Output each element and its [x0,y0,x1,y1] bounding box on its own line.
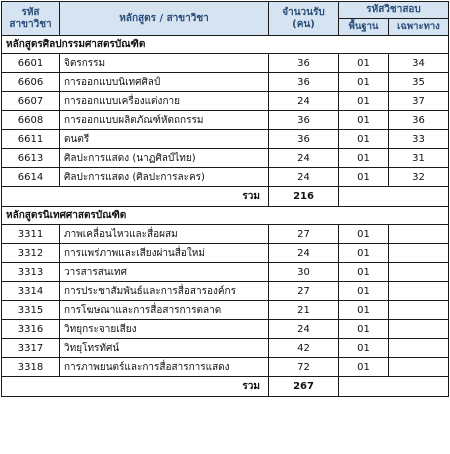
seats-count: 24 [269,168,339,187]
total-spacer [2,187,60,207]
major-code: 3313 [2,263,60,282]
specific-exam-code: 33 [389,130,449,149]
basic-exam-code: 01 [339,301,389,320]
specific-exam-code: 31 [389,149,449,168]
basic-exam-code: 01 [339,339,389,358]
table-row [2,225,449,244]
table-row [2,301,449,320]
table-row [2,73,449,92]
major-name: ศิลปะการแสดง (ศิลปะการละคร) [60,168,269,187]
basic-exam-code: 01 [339,73,389,92]
seats-count: 72 [269,358,339,377]
major-code: 6608 [2,111,60,130]
header-exam-code: รหัสวิชาสอบ [339,2,449,19]
table-row [2,92,449,111]
basic-exam-code: 01 [339,130,389,149]
section-title: หลักสูตรนิเทศศาสตรบัณฑิต [2,207,449,225]
specific-exam-code [389,339,449,358]
major-code: 3317 [2,339,60,358]
total-spacer [2,377,60,397]
basic-exam-code: 01 [339,225,389,244]
seats-count: 36 [269,73,339,92]
major-code: 3318 [2,358,60,377]
total-seats: 216 [269,187,339,207]
basic-exam-code: 01 [339,282,389,301]
header-code [2,2,60,36]
table-row [2,320,449,339]
seats-count: 27 [269,225,339,244]
header-seats-line2: (คน) [292,18,315,30]
specific-exam-code [389,263,449,282]
major-name: วารสารสนเทศ [60,263,269,282]
seats-count: 21 [269,301,339,320]
major-name: การออกแบบนิเทศศิลป์ [60,73,269,92]
major-name: การออกแบบเครื่องแต่งกาย [60,92,269,111]
major-code: 3314 [2,282,60,301]
header-seats [269,2,339,36]
table-row [2,358,449,377]
major-name: ศิลปะการแสดง (นาฏศิลป์ไทย) [60,149,269,168]
header-code-line2: สาขาวิชา [9,18,52,30]
total-row [2,187,449,207]
specific-exam-code [389,358,449,377]
major-name: การภาพยนตร์และการสื่อสารการแสดง [60,358,269,377]
seats-count: 36 [269,130,339,149]
major-name: วิทยุกระจายเสียง [60,320,269,339]
specific-exam-code: 36 [389,111,449,130]
table-body [2,36,449,397]
seats-count: 30 [269,263,339,282]
specific-exam-code: 37 [389,92,449,111]
major-name: ดนตรี [60,130,269,149]
specific-exam-code: 35 [389,73,449,92]
table-row [2,339,449,358]
seats-count: 36 [269,111,339,130]
major-name: จิตรกรรม [60,54,269,73]
total-blank [339,377,449,397]
major-code: 3311 [2,225,60,244]
major-code: 6607 [2,92,60,111]
seats-count: 27 [269,282,339,301]
table-row [2,149,449,168]
major-code: 3312 [2,244,60,263]
major-code: 3316 [2,320,60,339]
major-code: 6601 [2,54,60,73]
table-row [2,130,449,149]
seats-count: 24 [269,149,339,168]
basic-exam-code: 01 [339,263,389,282]
major-code: 3315 [2,301,60,320]
total-blank [339,187,449,207]
section-title: หลักสูตรศิลปกรรมศาสตรบัณฑิต [2,36,449,54]
total-label: รวม [60,187,269,207]
specific-exam-code [389,301,449,320]
basic-exam-code: 01 [339,320,389,339]
specific-exam-code [389,225,449,244]
seats-count: 24 [269,320,339,339]
specific-exam-code [389,320,449,339]
section-header-row [2,207,449,225]
seats-count: 36 [269,54,339,73]
major-code: 6606 [2,73,60,92]
specific-exam-code [389,282,449,301]
total-row [2,377,449,397]
specific-exam-code [389,244,449,263]
table-row [2,54,449,73]
basic-exam-code: 01 [339,168,389,187]
major-name: การแพร่ภาพและเสียงผ่านสื่อใหม่ [60,244,269,263]
basic-exam-code: 01 [339,54,389,73]
major-name: การออกแบบผลิตภัณฑ์หัตถกรรม [60,111,269,130]
header-specific: เฉพาะทาง [389,19,449,36]
header-basic: พื้นฐาน [339,19,389,36]
admission-table [1,1,449,397]
major-code: 6614 [2,168,60,187]
header-program: หลักสูตร / สาขาวิชา [60,2,269,36]
table-row [2,111,449,130]
major-name: วิทยุโทรทัศน์ [60,339,269,358]
basic-exam-code: 01 [339,92,389,111]
basic-exam-code: 01 [339,244,389,263]
total-seats: 267 [269,377,339,397]
specific-exam-code: 34 [389,54,449,73]
header-seats-line1: จำนวนรับ [282,6,325,18]
basic-exam-code: 01 [339,358,389,377]
seats-count: 42 [269,339,339,358]
major-name: การประชาสัมพันธ์และการสื่อสารองค์กร [60,282,269,301]
specific-exam-code: 32 [389,168,449,187]
major-code: 6613 [2,149,60,168]
major-name: ภาพเคลื่อนไหวและสื่อผสม [60,225,269,244]
table-row [2,244,449,263]
major-code: 6611 [2,130,60,149]
seats-count: 24 [269,92,339,111]
table-row [2,282,449,301]
table-row [2,263,449,282]
header-code-line1: รหัส [21,6,40,18]
table-header [2,2,449,36]
total-label: รวม [60,377,269,397]
table-row [2,168,449,187]
basic-exam-code: 01 [339,149,389,168]
major-name: การโฆษณาและการสื่อสารการตลาด [60,301,269,320]
basic-exam-code: 01 [339,111,389,130]
section-header-row [2,36,449,54]
seats-count: 24 [269,244,339,263]
